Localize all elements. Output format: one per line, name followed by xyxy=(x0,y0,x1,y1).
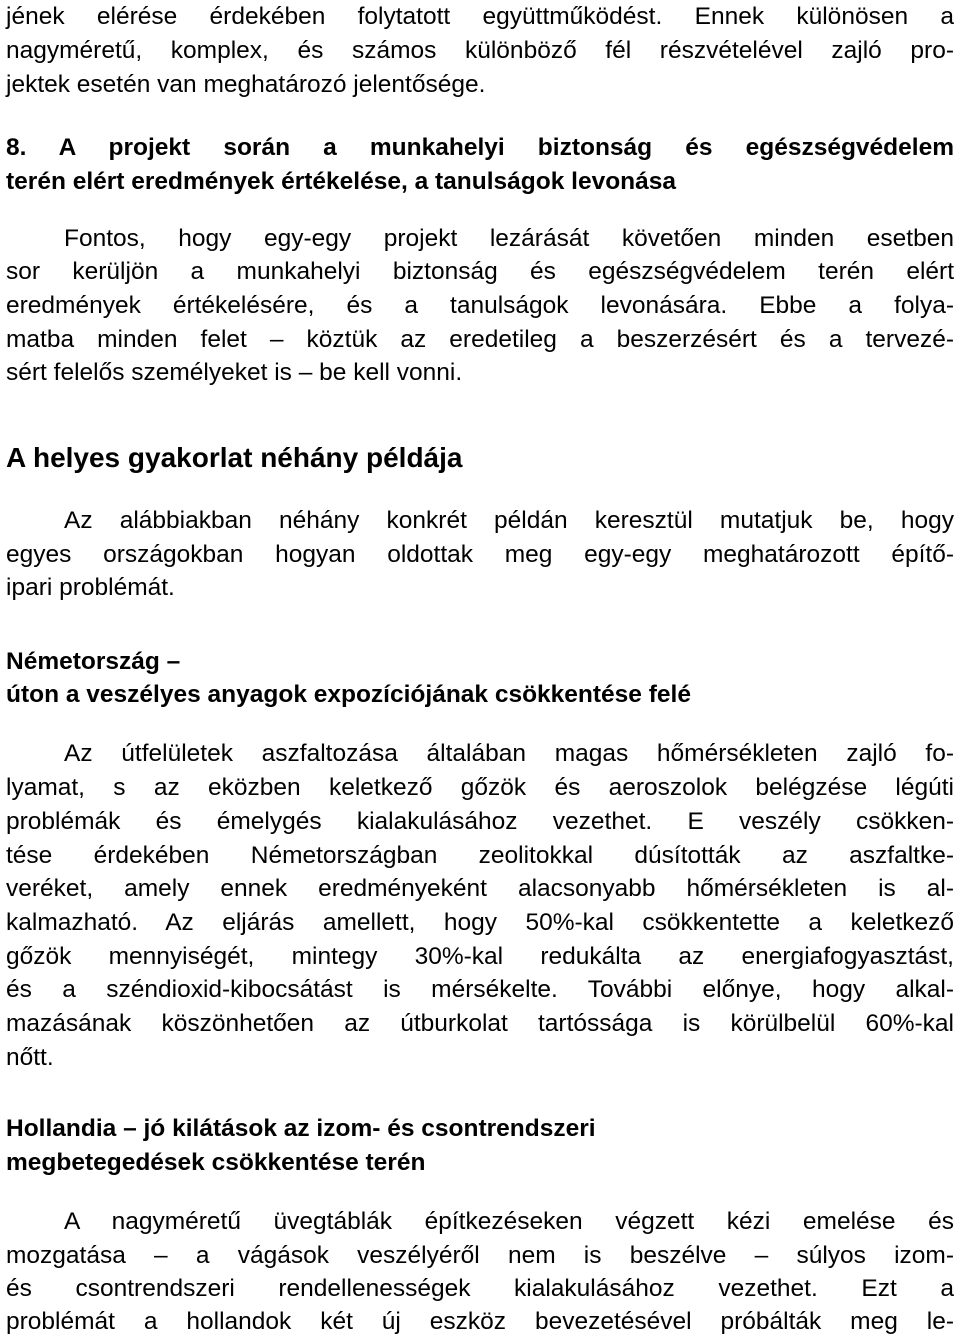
netherlands-heading-line-2: megbetegedések csökkentése terén xyxy=(6,1149,426,1176)
netherlands-body-line-3: és csontrendszeri rendellenességek kialakulásához vezethet. Ezt a xyxy=(6,1275,954,1302)
germany-body-line-8: és a széndioxid-kibocsátást is mérsékelte. További előnye, hogy alkal- xyxy=(6,976,954,1003)
germany-body-line-1: Az útfelületek aszfaltozása általában magas hőmérsékleten zajló fo- xyxy=(64,740,954,767)
germany-body-line-4: tése érdekében Németországban zeolitokkal dúsították az aszfaltke- xyxy=(6,842,954,869)
netherlands-body-line-2: mozgatása – a vágások veszélyéről nem is beszélve – súlyos izom- xyxy=(6,1242,954,1269)
germany-body-line-9: mazásának köszönhetően az útburkolat tartóssága is körülbelül 60%-kal xyxy=(6,1010,954,1037)
germany-body-line-5: veréket, amely ennek eredményeként alacsonyabb hőmérsékleten is al- xyxy=(6,875,954,902)
germany-body-line-3: problémák és émelygés kialakulásához vezethet. E veszély csökken- xyxy=(6,808,954,835)
section-8-body-line-2: sor kerüljön a munkahelyi biztonság és egészségvédelem terén elért xyxy=(6,258,954,285)
section-8-heading-line-2: terén elért eredmények értékelése, a tanulságok levonása xyxy=(6,168,677,195)
section-8-body-line-1: Fontos, hogy egy-egy projekt lezárását követően minden esetben xyxy=(64,225,954,252)
section-8-body-line-5: sért felelős személyeket is – be kell vonni. xyxy=(6,359,463,386)
section-8-body-line-4: matba minden felet – köztük az eredetileg a beszerzésért és a tervezé- xyxy=(6,326,954,353)
germany-heading-line-1: Németország – xyxy=(6,648,181,675)
good-practice-heading: A helyes gyakorlat néhány példája xyxy=(6,442,463,473)
good-practice-body-line-3: ipari problémát. xyxy=(6,574,175,601)
netherlands-body-line-4: problémát a hollandok két új eszköz bevezetésével próbálták meg le- xyxy=(6,1308,954,1335)
intro-line-3: jektek esetén van meghatározó jelentősége. xyxy=(6,71,486,98)
good-practice-body-line-2: egyes országokban hogyan oldottak meg egy-egy meghatározott építő- xyxy=(6,541,954,568)
intro-line-1: jének elérése érdekében folytatott együttműködést. Ennek különösen a xyxy=(6,3,954,30)
netherlands-body-line-1: A nagyméretű üvegtáblák építkezéseken végzett kézi emelése és xyxy=(64,1208,954,1235)
germany-body-line-10: nőtt. xyxy=(6,1044,54,1071)
intro-line-2: nagyméretű, komplex, és számos különböző fél részvételével zajló pro- xyxy=(6,37,954,64)
germany-heading-line-2: úton a veszélyes anyagok expozíciójának csökkentése felé xyxy=(6,681,691,708)
section-8-body-line-3: eredmények értékelésére, és a tanulságok levonására. Ebbe a folya- xyxy=(6,292,954,319)
germany-body-line-2: lyamat, s az eközben keletkező gőzök és aeroszolok belégzése légúti xyxy=(6,774,954,801)
germany-body-line-6: kalmazható. Az eljárás amellett, hogy 50%-kal csökkentette a keletkező xyxy=(6,909,954,936)
good-practice-body-line-1: Az alábbiakban néhány konkrét példán keresztül mutatjuk be, hogy xyxy=(64,507,954,534)
netherlands-heading-line-1: Hollandia – jó kilátások az izom- és csontrendszeri xyxy=(6,1115,596,1142)
germany-body-line-7: gőzök mennyiségét, mintegy 30%-kal redukálta az energiafogyasztást, xyxy=(6,943,954,970)
section-8-heading-line-1: 8. A projekt során a munkahelyi biztonság és egészségvédelem xyxy=(6,134,954,161)
